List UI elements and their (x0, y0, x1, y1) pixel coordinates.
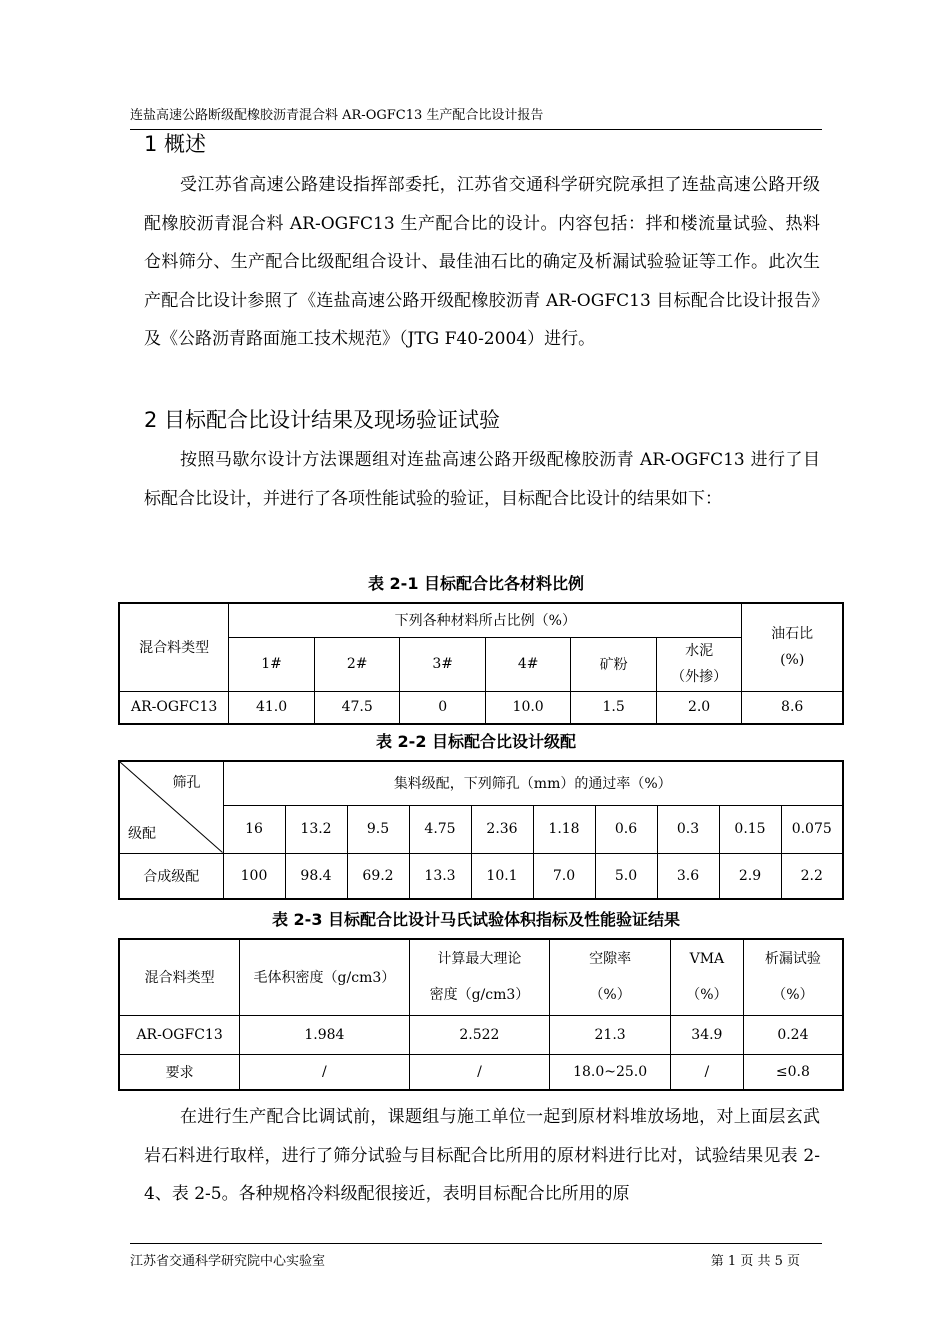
cell: 8.6 (742, 691, 843, 724)
cell: 41.0 (229, 691, 315, 724)
header-sieve-size: 0.075 (781, 805, 843, 853)
cell: ≤0.8 (743, 1054, 843, 1090)
header-material: 3# (400, 637, 485, 691)
cell: 34.9 (670, 1015, 743, 1054)
header-material-ratio: 下列各种材料所占比例（%） (229, 603, 742, 637)
table-3-caption: 表 2-3 目标配合比设计马氏试验体积指标及性能验证结果 (271, 910, 681, 929)
cell: / (240, 1054, 409, 1090)
cell: 0.24 (743, 1015, 843, 1054)
header-material: 4# (485, 637, 571, 691)
header-material: 矿粉 (571, 637, 656, 691)
cell: 2.9 (719, 853, 781, 899)
page-footer (130, 1243, 822, 1269)
cell: 2.0 (656, 691, 742, 724)
cell: 7.0 (533, 853, 595, 899)
row-label: 合成级配 (119, 853, 223, 899)
section-2-heading: 2 目标配合比设计结果及现场验证试验 (144, 408, 501, 432)
section-1-paragraph: 受江苏省高速公路建设指挥部委托，江苏省交通科学研究院承担了连盐高速公路开级配橡胶沥青混合料 AR-OGFC13 生产配合比的设计。内容包括：拌和楼流量试验、热料仓料筛分、生产配合比级配组合设计、最佳油石比的确定及析漏试验验证等工作。此次生产配合比设计参照了《连盐高速公路开级配橡胶沥青 AR-OGFC13 目标配合比设计报告》及《公路沥青路面施工技术规范》（JTG F40-2004）进行。 (144, 175, 820, 349)
section-2-paragraph-2: 在进行生产配合比调试前，课题组与施工单位一起到原材料堆放场地，对上面层玄武岩石料进行取样，进行了筛分试验与目标配合比所用的原材料进行比对，试验结果见表 2-4、表 2-5。各种规格冷料级配很接近，表明目标配合比所用的原 (144, 1107, 820, 1204)
cell: 47.5 (314, 691, 400, 724)
row-label: AR-OGFC13 (119, 691, 229, 724)
footer-institution: 江苏省交通科学研究院中心实验室 (130, 1254, 326, 1269)
footer-page-number: 第 1 页 共 5 页 (710, 1254, 800, 1269)
table-2-caption: 表 2-2 目标配合比设计级配 (375, 732, 577, 751)
header-cement: 水泥 （外掺） (656, 637, 742, 691)
cell: 69.2 (347, 853, 409, 899)
header-sieve-size: 16 (223, 805, 285, 853)
header-air-voids: 空隙率 （%） (550, 939, 671, 1015)
cell: 13.3 (409, 853, 471, 899)
corner-sieve-label: 筛孔 (172, 775, 201, 791)
header-sieve-size: 4.75 (409, 805, 471, 853)
header-title: 连盐高速公路断级配橡胶沥青混合料 AR-OGFC13 生产配合比设计报告 (130, 108, 544, 123)
cell: 2.522 (409, 1015, 550, 1054)
header-sieve-size: 13.2 (285, 805, 347, 853)
header-sieve-size: 0.6 (595, 805, 657, 853)
diagonal-header-cell (119, 761, 223, 853)
header-bulk-density: 毛体积密度（g/cm3） (240, 939, 409, 1015)
row-label: 要求 (119, 1054, 240, 1090)
table-2-3 (118, 938, 844, 1091)
header-max-density: 计算最大理论 密度（g/cm3） (409, 939, 550, 1015)
cell: / (670, 1054, 743, 1090)
header-material: 1# (229, 637, 315, 691)
cell: 1.5 (571, 691, 656, 724)
cell: 2.2 (781, 853, 843, 899)
header-mix-type: 混合料类型 (119, 603, 229, 691)
cell: 1.984 (240, 1015, 409, 1054)
table-row (119, 691, 843, 724)
row-label: AR-OGFC13 (119, 1015, 240, 1054)
cell: 100 (223, 853, 285, 899)
page-header (130, 104, 822, 130)
header-draindown: 析漏试验 （%） (743, 939, 843, 1015)
cell: 5.0 (595, 853, 657, 899)
header-material: 2# (314, 637, 400, 691)
table-row (119, 853, 843, 899)
table-2-1 (118, 602, 844, 725)
table-2-2 (118, 760, 844, 900)
table-row (119, 1054, 843, 1090)
table-1-caption: 表 2-1 目标配合比各材料比例 (367, 574, 585, 593)
header-passing-rate: 集料级配，下列筛孔（mm）的通过率（%） (223, 761, 843, 805)
cell: 18.0~25.0 (550, 1054, 671, 1090)
header-sieve-size: 2.36 (471, 805, 533, 853)
table-row (119, 1015, 843, 1054)
header-mix-type: 混合料类型 (119, 939, 240, 1015)
section-2-paragraph-1: 按照马歇尔设计方法课题组对连盐高速公路开级配橡胶沥青 AR-OGFC13 进行了目标配合比设计，并进行了各项性能试验的验证，目标配合比设计的结果如下： (144, 450, 820, 509)
header-vma: VMA （%） (670, 939, 743, 1015)
cell: / (409, 1054, 550, 1090)
cell: 21.3 (550, 1015, 671, 1054)
cell: 98.4 (285, 853, 347, 899)
cell: 10.1 (471, 853, 533, 899)
header-sieve-size: 0.3 (657, 805, 719, 853)
header-sieve-size: 0.15 (719, 805, 781, 853)
cell: 3.6 (657, 853, 719, 899)
corner-grade-label: 级配 (128, 825, 156, 842)
cell: 0 (400, 691, 485, 724)
header-oil-ratio: 油石比 (%) (742, 603, 843, 691)
section-1-heading: 1 概述 (144, 132, 207, 156)
header-sieve-size: 9.5 (347, 805, 409, 853)
header-sieve-size: 1.18 (533, 805, 595, 853)
cell: 10.0 (485, 691, 571, 724)
